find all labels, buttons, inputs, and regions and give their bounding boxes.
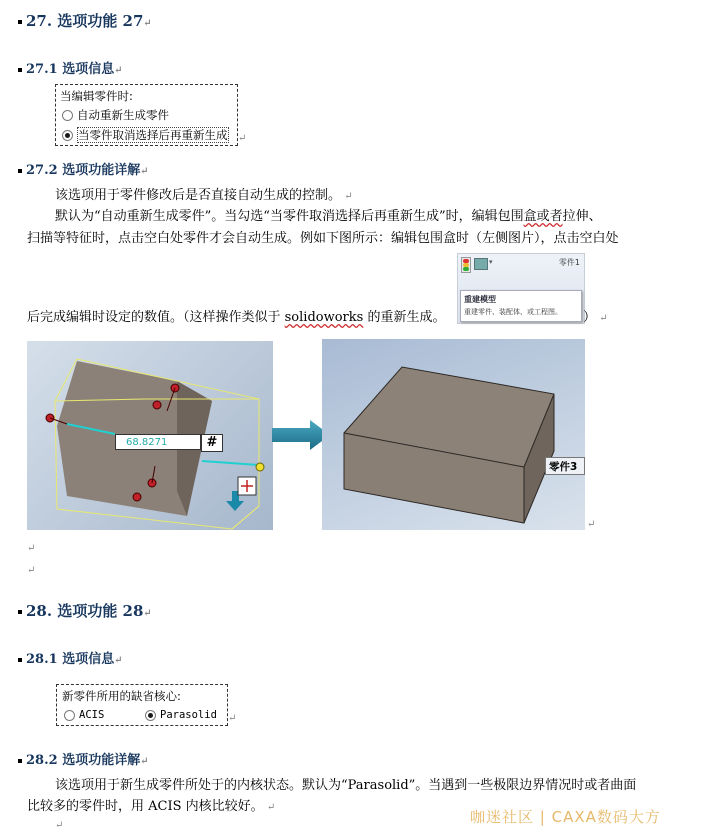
paragraph-27-2-line3-close: ） ↵ <box>583 310 608 325</box>
editing-box-image <box>27 341 273 530</box>
paragraph-28-line1: 该选项用于新生成零件所处于的内核状态。默认为“Parasolid”。当遇到一些极限边界情况时或者曲面 <box>55 778 637 793</box>
handle-point[interactable] <box>133 493 141 501</box>
traffic-light-icon <box>461 257 471 273</box>
handle-point-active[interactable] <box>256 463 264 471</box>
radio-auto-regenerate[interactable]: 自动重新生成零件 <box>62 107 169 123</box>
option-box-27 <box>55 84 238 146</box>
tooltip-popup <box>460 290 582 322</box>
paragraph-27-2-line1: 默认为“自动重新生成零件”。当勾选“当零件取消选择后再重新生成”时，编辑包围盒或者拉伸、 <box>55 209 602 224</box>
option-box-title: 当编辑零件时: <box>60 89 133 103</box>
rebuild-tooltip-image <box>457 253 585 324</box>
option-box-28 <box>56 684 228 726</box>
paragraph-27-2-line2: 扫描等特征时，点击空白处零件才会自动生成。例如下图所示：编辑包围盒时（左侧图片），点击空白处 <box>27 231 619 246</box>
radio-selected-icon <box>145 710 156 721</box>
section-28-1-heading: 28.1 选项信息↵ <box>18 648 123 667</box>
radio-acis[interactable]: ACIS <box>64 709 104 721</box>
tooltip-tab-label: 零件1 <box>558 258 580 267</box>
part-name-label: 零件3 <box>545 457 585 475</box>
section-28-2-heading: 28.2 选项功能详解↵ <box>18 749 149 768</box>
regenerated-part-image <box>322 339 585 530</box>
paragraph-28-line2: 比较多的零件时，用 ACIS 内核比较好。 ↵ <box>27 799 276 814</box>
tooltip-title: 重建模型 <box>464 295 496 304</box>
radio-parasolid[interactable]: Parasolid <box>145 709 217 721</box>
section-27-1-heading: 27.1 选项信息↵ <box>18 58 123 77</box>
toolbar-icon <box>474 258 488 270</box>
handle-point[interactable] <box>153 401 161 409</box>
option-box-title: 新零件所用的缺省核心: <box>62 689 181 703</box>
watermark: 咖迷社区 | CAXA数码大方 <box>470 808 661 826</box>
radio-selected-icon <box>62 130 73 141</box>
hash-button[interactable]: # <box>201 434 223 452</box>
section-27-heading: 27. 选项功能 27↵ <box>18 10 152 31</box>
paragraph-27-1: 该选项用于零件修改后是否直接自动生成的控制。 ↵ <box>55 188 353 203</box>
section-27-2-heading: 27.2 选项功能详解↵ <box>18 159 149 178</box>
tooltip-desc: 重建零件、装配体、或工程图。 <box>464 308 562 316</box>
dimension-input[interactable]: 68.8271 <box>115 434 201 450</box>
section-28-heading: 28. 选项功能 28↵ <box>18 600 152 621</box>
paragraph-27-2-line3: 后完成编辑时设定的数值。（这样操作类似于 solidoworks 的重新生成。 <box>27 310 446 325</box>
radio-icon <box>62 110 73 121</box>
radio-regenerate-on-deselect[interactable]: 当零件取消选择后再重新生成 <box>62 127 229 143</box>
dimension-line-right <box>202 461 259 465</box>
radio-icon <box>64 710 75 721</box>
dropdown-arrow-icon: ▾ <box>489 258 493 266</box>
